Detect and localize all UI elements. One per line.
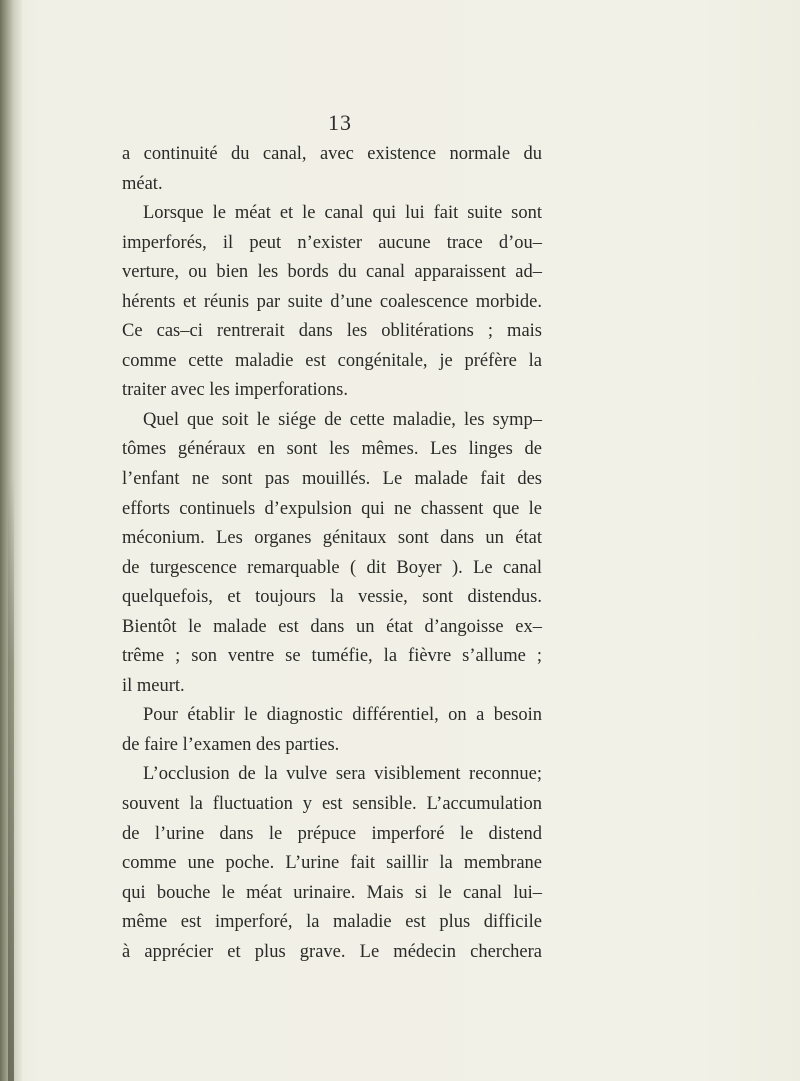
- page-number: 13: [328, 110, 352, 135]
- text-line: de faire l’examen des parties.: [122, 734, 340, 755]
- binding-shadow: [8, 480, 14, 1081]
- text-line: comme une poche. L’urine fait saillir la membrane: [122, 853, 542, 874]
- text-line: trême ; son ventre se tuméfie, la fièvre s’allume ;: [122, 646, 542, 667]
- text-line: à apprécier et plus grave. Le médecin cherchera: [122, 941, 542, 962]
- text-line: Quel que soit le siége de cette maladie, les symp–: [143, 409, 542, 430]
- text-line: tômes généraux en sont les mêmes. Les linges de: [122, 439, 542, 460]
- text-line: méconium. Les organes génitaux sont dans un état: [122, 528, 542, 549]
- body-text: [122, 140, 542, 967]
- text-line: imperforés, il peut n’exister aucune trace d’ou–: [122, 232, 542, 253]
- text-line: de turgescence remarquable ( dit Boyer ). Le canal: [122, 557, 542, 578]
- text-line: Ce cas–ci rentrerait dans les oblitérations ; mais: [122, 321, 542, 342]
- text-line: qui bouche le méat urinaire. Mais si le canal lui–: [122, 882, 542, 903]
- text-line: même est imperforé, la maladie est plus difficile: [122, 912, 542, 933]
- text-line: quelquefois, et toujours la vessie, sont distendus.: [122, 587, 542, 608]
- text-line: l’enfant ne sont pas mouillés. Le malade fait des: [122, 469, 542, 490]
- text-line: Bientôt le malade est dans un état d’angoisse ex–: [122, 616, 542, 637]
- text-line: hérents et réunis par suite d’une coalescence morbide.: [122, 291, 542, 312]
- text-line: comme cette maladie est congénitale, je préfère la: [122, 350, 542, 371]
- text-line: de l’urine dans le prépuce imperforé le distend: [122, 823, 542, 844]
- text-line: méat.: [122, 173, 163, 194]
- text-line: il meurt.: [122, 675, 185, 696]
- text-line: verture, ou bien les bords du canal apparaissent ad–: [122, 262, 542, 283]
- text-line: efforts continuels d’expulsion qui ne chassent que le: [122, 498, 542, 519]
- text-line: souvent la fluctuation y est sensible. L’accumulation: [122, 794, 542, 815]
- text-line: Pour établir le diagnostic différentiel, on a besoin: [143, 705, 542, 726]
- text-line: a continuité du canal, avec existence normale du: [122, 144, 542, 164]
- text-line: traiter avec les imperforations.: [122, 380, 349, 401]
- text-line: L’occlusion de la vulve sera visiblement reconnue;: [143, 764, 542, 785]
- text-line: Lorsque le méat et le canal qui lui fait suite sont: [143, 203, 542, 224]
